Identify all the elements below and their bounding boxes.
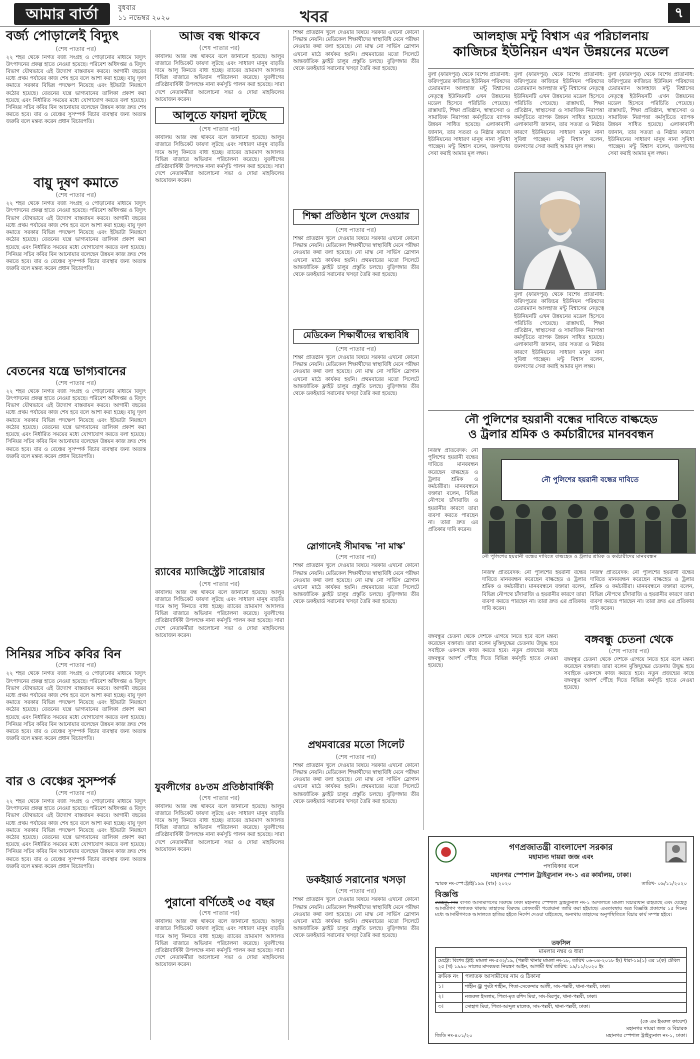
article-body: ২২ শহর থেকে নির্গত বর্জ্য সংগ্রহ ও পোড়ানোর মাধ্যমে বিদ্যুৎ উৎপাদনের প্রকল্প হাতে নেওয়া হয়েছে। পরিবেশ অধিদপ্তর ও বিদ্যুৎ বিভাগ যৌথভাবে এই উদ্যোগ বাস্তবায়ন করবে। আগামী বছরের মধ্যে প্রথম পর্যায়ের কাজ শেষ হবে বলে আশা করা হচ্ছে। বায়ু দূষণ কমাতে সরকার বিভিন্ন পদক্ষেপ নিয়েছে এবং ইটভাটা নিয়ন্ত্রণে কঠোর হয়েছে। বেতনের যন্ত্রে ভাগ্যবানের তালিকা প্রকাশ করা হয়েছে এবং নির্ধারিত সময়ের মধ্যে যোগাযোগ করতে বলা হয়েছে। সিনিয়র সচিব কবির বিন আনোয়ার বলেছেন উন্নয়ন কাজ দ্রুত শেষ করতে হবে। বার ও বেঞ্চের সুসম্পর্ক বিচার ব্যবস্থার জন্য অত্যন্ত জরুরি বলে মন্তব্য করেন প্রধান বিচারপতি। (6, 388, 146, 460)
headline-3: বেতনের যন্ত্রে ভাগ্যবানের (6, 364, 127, 379)
table-row (436, 993, 687, 1003)
article-body: নিজস্ব প্রতিবেদক: নৌ পুলিশের হয়রানী বন্ধের দাবিতে মানববন্ধন করেছেন বাল্কহেড ও ট্রলার শ্রমিক ও কর্মচারীরা। মানববন্ধনে বক্তারা বলেন, বিভিন্ন নৌপথে চাঁদাবাজি ও হয়রানীর কারণে তারা ব্যবসা করতে পারছেন না। তারা দ্রুত এর প্রতিকার দাবি করেন। (428, 448, 478, 534)
masthead-date (118, 3, 170, 23)
article-body: নিজস্ব প্রতিবেদক: নৌ পুলিশের হয়রানী বন্ধের দাবিতে মানববন্ধন করেছেন বাল্কহেড ও ট্রলার শ্রমিক ও কর্মচারীরা। মানববন্ধনে বক্তারা বলেন, বিভিন্ন নৌপথে চাঁদাবাজি ও হয়রানীর কারণে তারা ব্যবসা করতে পারছেন না। তারা দ্রুত এর প্রতিকার দাবি করেন। (590, 570, 694, 613)
story-block (564, 634, 694, 830)
date: ১১ নভেম্বর ২০২০ (118, 14, 170, 22)
headline-1-sub: (শেষ পাতার পর) (335, 226, 377, 234)
article-body: বঙ্গবন্ধুর চেতনা থেকে দেশকে এগিয়ে নিতে হবে বলে মন্তব্য করেছেন বক্তারা। তারা বলেন মুক্তিযুদ্ধের চেতনায় উদ্বুদ্ধ হয়ে সবাইকে একসঙ্গে কাজ করতে হবে। নতুন প্রজন্মের কাছে বঙ্গবন্ধুর আদর্শ পৌঁছে দিতে বিভিন্ন কর্মসূচি হাতে নেওয়া হয়েছে। (428, 634, 558, 669)
article-body: বুলা (ফরিদপুর) থেকে বিশেষ প্রতিনিধি: ফরিদপুরের কাজিচর ইউনিয়ন পরিষদের চেয়ারম্যান আলহাজ মন্টু বিশ্বাসের নেতৃত্বে ইউনিয়নটি এখন উন্নয়নের মডেল হিসেবে পরিচিতি পেয়েছে। রাস্তাঘাট, শিক্ষা প্রতিষ্ঠান, স্বাস্থ্যসেবা ও সামাজিক নিরাপত্তা কর্মসূচিতে ব্যাপক উন্নয়ন সাধিত হয়েছে। এলাকাবাসী জানান, তার সততা ও নিষ্ঠার কারণে ইউনিয়নের সাধারণ মানুষ নানা সুবিধা পাচ্ছেন। মন্টু বিশ্বাস বলেন, জনগণের সেবা করাই আমার মূল লক্ষ্য। (514, 72, 604, 151)
headline-3-sub: (শেষ পাতার পর) (199, 580, 240, 588)
government-notice (428, 836, 694, 1044)
headline-1-sub: (শেষ পাতার পর) (199, 44, 240, 52)
headline-5: ডকইয়ার্ড সরানোর খসড়া (306, 874, 406, 886)
newspaper-logo: আমার বার্তা (14, 3, 110, 25)
section-name: খবর (300, 7, 329, 26)
feature-headline-1: আলহাজ মন্টু বিশ্বাস এর পরিচালনায় (473, 29, 649, 43)
headline-box (293, 209, 419, 225)
masthead (0, 0, 700, 27)
row-serial: ২। (436, 993, 463, 1003)
headline-2-sub: (শেষ পাতার পর) (55, 192, 97, 200)
headline-5: বার ও বেঞ্চের সুসম্পর্ক (6, 774, 116, 789)
banner-headline-1: নৌ পুলিশের হয়রানী বন্ধের দাবিতে বাল্কহেড (464, 413, 658, 426)
article-body: ২২ শহর থেকে নির্গত বর্জ্য সংগ্রহ ও পোড়ানোর মাধ্যমে বিদ্যুৎ উৎপাদনের প্রকল্প হাতে নেওয়া হয়েছে। পরিবেশ অধিদপ্তর ও বিদ্যুৎ বিভাগ যৌথভাবে এই উদ্যোগ বাস্তবায়ন করবে। আগামী বছরের মধ্যে প্রথম পর্যায়ের কাজ শেষ হবে বলে আশা করা হচ্ছে। বায়ু দূষণ কমাতে সরকার বিভিন্ন পদক্ষেপ নিয়েছে এবং ইটভাটা নিয়ন্ত্রণে কঠোর হয়েছে। বেতনের যন্ত্রে ভাগ্যবানের তালিকা প্রকাশ করা হয়েছে এবং নির্ধারিত সময়ের মধ্যে যোগাযোগ করতে বলা হয়েছে। সিনিয়র সচিব কবির বিন আনোয়ার বলেছেন উন্নয়ন কাজ দ্রুত শেষ করতে হবে। বার ও বেঞ্চের সুসম্পর্ক বিচার ব্যবস্থার জন্য অত্যন্ত জরুরি বলে মন্তব্য করেন প্রধান বিচারপতি। (6, 201, 146, 273)
headline-box (293, 329, 419, 344)
headline-box (155, 107, 284, 125)
article-body: নিজস্ব প্রতিবেদক: নৌ পুলিশের হয়রানী বন্ধের দাবিতে মানববন্ধন করেছেন বাল্কহেড ও ট্রলার শ্রমিক ও কর্মচারীরা। মানববন্ধনে বক্তারা বলেন, বিভিন্ন নৌপথে চাঁদাবাজি ও হয়রানীর কারণে তারা ব্যবসা করতে পারছেন না। তারা দ্রুত এর প্রতিকার দাবি করেন। (482, 570, 586, 613)
portrait-photo (514, 172, 606, 290)
headline-4: প্রথমবারের মতো সিলেট (307, 740, 405, 752)
case-details: মেট্রো: বিশেষ ট্রাই: মামলা নং-৫৩২/১৯, (পল্লবী থানার মামলা নং-১৮, তারিখ ০৬-০৪-২০১৮ ইং) ধারা-১৯(১) এর ১(ক) টেবিল ২৫ (খ) ১৯৯০ সালের মাদকদ্রব্য নিয়ন্ত্রণ আইন, আগামী ধার্য তারিখ: ১৯/১১/২০২০ ইং (436, 958, 687, 973)
headline-3-sub: (শেষ পাতার পর) (335, 554, 377, 562)
weekday: বুধবার (118, 4, 136, 12)
banner-sign (501, 459, 679, 501)
article-body: ২২ শহর থেকে নির্গত বর্জ্য সংগ্রহ ও পোড়ানোর মাধ্যমে বিদ্যুৎ উৎপাদনের প্রকল্প হাতে নেওয়া হয়েছে। পরিবেশ অধিদপ্তর ও বিদ্যুৎ বিভাগ যৌথভাবে এই উদ্যোগ বাস্তবায়ন করবে। আগামী বছরের মধ্যে প্রথম পর্যায়ের কাজ শেষ হবে বলে আশা করা হচ্ছে। বায়ু দূষণ কমাতে সরকার বিভিন্ন পদক্ষেপ নিয়েছে এবং ইটভাটা নিয়ন্ত্রণে কঠোর হয়েছে। বেতনের যন্ত্রে ভাগ্যবানের তালিকা প্রকাশ করা হয়েছে এবং নির্ধারিত সময়ের মধ্যে যোগাযোগ করতে বলা হয়েছে। সিনিয়র সচিব কবির বিন আনোয়ার বলেছেন উন্নয়ন কাজ দ্রুত শেষ করতে হবে। বার ও বেঞ্চের সুসম্পর্ক বিচার ব্যবস্থার জন্য অত্যন্ত জরুরি বলে মন্তব্য করেন প্রধান বিচারপতি। (6, 799, 146, 870)
column-2 (155, 30, 284, 1045)
headline-5-sub: (শেষ পাতার পর) (55, 790, 97, 798)
notice-title: গণপ্রজাতন্ত্রী বাংলাদেশ সরকার (509, 843, 613, 853)
headline-2-sub: (শেষ পাতার পর) (335, 345, 377, 353)
article-body: বুলা (ফরিদপুর) থেকে বিশেষ প্রতিনিধি: ফরিদপুরের কাজিচর ইউনিয়ন পরিষদের চেয়ারম্যান আলহাজ মন্টু বিশ্বাসের নেতৃত্বে ইউনিয়নটি এখন উন্নয়নের মডেল হিসেবে পরিচিতি পেয়েছে। রাস্তাঘাট, শিক্ষা প্রতিষ্ঠান, স্বাস্থ্যসেবা ও সামাজিক নিরাপত্তা কর্মসূচিতে ব্যাপক উন্নয়ন সাধিত হয়েছে। এলাকাবাসী জানান, তার সততা ও নিষ্ঠার কারণে ইউনিয়নের সাধারণ মানুষ নানা সুবিধা পাচ্ছেন। মন্টু বিশ্বাস বলেন, জনগণের সেবা করাই আমার মূল লক্ষ্য। (514, 292, 604, 371)
memo-number: স্মারক নং-স্পে:ট্রাই/১৯৯ (বাঃ) ২০২০ (435, 881, 512, 887)
case-heading: মামলার নম্বর ও ধারা (436, 948, 687, 958)
article-body: শিক্ষা প্রতিষ্ঠান খুলে দেওয়ার বিষয়ে সরকার এখনো কোনো সিদ্ধান্ত নেয়নি। মেডিকেল শিক্ষার্থীদের স্বাস্থ্যবিধি মেনে পরীক্ষা নেওয়ার কথা বলা হয়েছে। নো মাস্ক নো সার্ভিস স্লোগান এখনো মাঠে কার্যকর হয়নি। প্রথমবারের মতো সিলেটে আন্তর্জাতিক ফ্লাইট চালুর প্রস্তুতি চলছে। বুড়িগঙ্গার তীর থেকে ডকইয়ার্ড সরানোর খসড়া তৈরি করা হয়েছে। (293, 563, 419, 606)
article-body: কার্যালয় আজ বন্ধ থাকবে বলে জানানো হয়েছে। আলুর বাজারে সিন্ডিকেট ফায়দা লুটছে এবং সাধারণ মানুষ বাড়তি দামে আলু কিনতে বাধ্য হচ্ছে। র‍্যাবের ভ্রাম্যমাণ আদালত বিভিন্ন বাজারে অভিযান পরিচালনা করেছে। যুবলীগের প্রতিষ্ঠাবার্ষিকী উপলক্ষে নানা কর্মসূচি পালন করা হয়েছে। সারা দেশে নেতাকর্মীরা আলোচনা সভা ও দোয়া মাহফিলের আয়োজন করেন। (155, 803, 284, 853)
feature-story (428, 30, 694, 408)
notice-line-3: পদাধিকার বলে (543, 863, 579, 870)
headline-2: বায়ু দূষণ কমাতে (33, 175, 119, 191)
headline-3-sub: (শেষ পাতার পর) (55, 379, 97, 387)
headline-5-sub: (শেষ পাতার পর) (199, 910, 240, 918)
row-serial: ১। (436, 983, 463, 993)
headline-3: স্লোগানেই সীমাবদ্ধ 'না মাস্ক' (306, 541, 406, 552)
table-row (436, 1003, 687, 1013)
headline-5: পুরানো বর্ণিতেই ৩৫ বছর (164, 895, 275, 909)
headline-4-sub: (শেষ পাতার পর) (55, 662, 97, 670)
headline-5-sub: (শেষ পাতার পর) (335, 888, 377, 896)
headline-1: বর্জ্য পোড়ালেই বিদ্যুৎ (6, 29, 119, 44)
notice-body: যেহেতু, নিম্ন বর্ণিত আসামীগণের বিরুদ্ধে ঢাকা মহানগর স্পেশাল ট্রাইব্যুনাল নং-১ আদালতে মামলা বিচারাধীন রহিয়াছে এবং যেহেতু আসামীগণ পলাতক থাকায় তাহাদের বিরুদ্ধে গ্রেফতারী পরোয়ানা জারি করা হইয়াছে। এমতাবস্থায় অত্র বিজ্ঞপ্তি প্রকাশের ১৫ দিনের মধ্যে আসামীগণকে আদালতে হাজির হইতে নির্দেশ দেওয়া যাইতেছে, অন্যথায় তাহাদের অনুপস্থিতিতে বিচার কার্য সম্পন্ন হইবে। (435, 901, 687, 919)
article-body: শিক্ষা প্রতিষ্ঠান খুলে দেওয়ার বিষয়ে সরকার এখনো কোনো সিদ্ধান্ত নেয়নি। মেডিকেল শিক্ষার্থীদের স্বাস্থ্যবিধি মেনে পরীক্ষা নেওয়ার কথা বলা হয়েছে। নো মাস্ক নো সার্ভিস স্লোগান এখনো মাঠে কার্যকর হয়নি। প্রথমবারের মতো সিলেটে আন্তর্জাতিক ফ্লাইট চালুর প্রস্তুতি চলছে। বুড়িগঙ্গার তীর থেকে ডকইয়ার্ড সরানোর খসড়া তৈরি করা হয়েছে। (293, 762, 419, 805)
headline-4-sub: (শেষ পাতার পর) (335, 753, 377, 761)
government-seal-icon (435, 841, 457, 863)
headline-2: মেডিকেল শিক্ষার্থীদের স্বাস্থ্যবিধি (303, 330, 409, 341)
person-icon (515, 173, 605, 289)
banner-headline-2: ও ট্রলার শ্রমিক ও কর্মচারীদের মানববন্ধন (468, 426, 654, 441)
feature-headline-2: কাজিচর ইউনিয়ন এখন উন্নয়নের মডেল (453, 43, 669, 60)
crowd-icon (483, 499, 695, 553)
rally-photo (482, 448, 696, 554)
headline-4: সিনিয়র সচিব কবির বিন (6, 646, 122, 661)
column-3 (293, 30, 419, 1045)
article-body: ২২ শহর থেকে নির্গত বর্জ্য সংগ্রহ ও পোড়ানোর মাধ্যমে বিদ্যুৎ উৎপাদনের প্রকল্প হাতে নেওয়া হয়েছে। পরিবেশ অধিদপ্তর ও বিদ্যুৎ বিভাগ যৌথভাবে এই উদ্যোগ বাস্তবায়ন করবে। আগামী বছরের মধ্যে প্রথম পর্যায়ের কাজ শেষ হবে বলে আশা করা হচ্ছে। বায়ু দূষণ কমাতে সরকার বিভিন্ন পদক্ষেপ নিয়েছে এবং ইটভাটা নিয়ন্ত্রণে কঠোর হয়েছে। বেতনের যন্ত্রে ভাগ্যবানের তালিকা প্রকাশ করা হয়েছে এবং নির্ধারিত সময়ের মধ্যে যোগাযোগ করতে বলা হয়েছে। সিনিয়র সচিব কবির বিন আনোয়ার বলেছেন উন্নয়ন কাজ দ্রুত শেষ করতে হবে। বার ও বেঞ্চের সুসম্পর্ক বিচার ব্যবস্থার জন্য অত্যন্ত জরুরি বলে মন্তব্য করেন প্রধান বিচারপতি। (6, 671, 146, 743)
headline-1: বঙ্গবন্ধু চেতনা থেকে (584, 633, 674, 646)
footer-right: মহানগর স্পেশাল ট্রাইব্যুনাল নং-১, ঢাকা। (606, 1033, 687, 1039)
row-text: শাহীন @ পুংটা শাহীন, পিতা-সেকেন্দার আলী, সাং-পল্লবী, থানা-পল্লবী, ঢাকা। (463, 983, 687, 993)
article-body: কার্যালয় আজ বন্ধ থাকবে বলে জানানো হয়েছে। আলুর বাজারে সিন্ডিকেট ফায়দা লুটছে এবং সাধারণ মানুষ বাড়তি দামে আলু কিনতে বাধ্য হচ্ছে। র‍্যাবের ভ্রাম্যমাণ আদালত বিভিন্ন বাজারে অভিযান পরিচালনা করেছে। যুবলীগের প্রতিষ্ঠাবার্ষিকী উপলক্ষে নানা কর্মসূচি পালন করা হয়েছে। সারা দেশে নেতাকর্মীরা আলোচনা সভা ও দোয়া মাহফিলের আয়োজন করেন। (155, 919, 284, 969)
table-row (436, 983, 687, 993)
footer-left: জিডি নং-৪০১/২০ (435, 1033, 473, 1039)
row-text: সোহাগ মিয়া, পিতা-আব্দুল মালেক, সাং-পল্লবী, থানা-পল্লবী, ঢাকা। (463, 1003, 687, 1013)
notice-heading: বিজ্ঞপ্তি (435, 889, 458, 903)
portrait-icon (665, 841, 687, 863)
page-number: ৭ (668, 3, 690, 23)
headline-2: আলুতে ফায়দা লুটছে (172, 108, 267, 122)
headline-1: শিক্ষা প্রতিষ্ঠান খুলে দেওয়ার (302, 211, 410, 222)
article-body: ২২ শহর থেকে নির্গত বর্জ্য সংগ্রহ ও পোড়ানোর মাধ্যমে বিদ্যুৎ উৎপাদনের প্রকল্প হাতে নেওয়া হয়েছে। পরিবেশ অধিদপ্তর ও বিদ্যুৎ বিভাগ যৌথভাবে এই উদ্যোগ বাস্তবায়ন করবে। আগামী বছরের মধ্যে প্রথম পর্যায়ের কাজ শেষ হবে বলে আশা করা হচ্ছে। বায়ু দূষণ কমাতে সরকার বিভিন্ন পদক্ষেপ নিয়েছে এবং ইটভাটা নিয়ন্ত্রণে কঠোর হয়েছে। বেতনের যন্ত্রে ভাগ্যবানের তালিকা প্রকাশ করা হয়েছে এবং নির্ধারিত সময়ের মধ্যে যোগাযোগ করতে বলা হয়েছে। সিনিয়র সচিব কবির বিন আনোয়ার বলেছেন উন্নয়ন কাজ দ্রুত শেষ করতে হবে। বার ও বেঞ্চের সুসম্পর্ক বিচার ব্যবস্থার জন্য অত্যন্ত জরুরি বলে মন্তব্য করেন প্রধান বিচারপতি। (6, 54, 146, 126)
article-body: বুলা (ফরিদপুর) থেকে বিশেষ প্রতিনিধি: ফরিদপুরের কাজিচর ইউনিয়ন পরিষদের চেয়ারম্যান আলহাজ মন্টু বিশ্বাসের নেতৃত্বে ইউনিয়নটি এখন উন্নয়নের মডেল হিসেবে পরিচিতি পেয়েছে। রাস্তাঘাট, শিক্ষা প্রতিষ্ঠান, স্বাস্থ্যসেবা ও সামাজিক নিরাপত্তা কর্মসূচিতে ব্যাপক উন্নয়ন সাধিত হয়েছে। এলাকাবাসী জানান, তার সততা ও নিষ্ঠার কারণে ইউনিয়নের সাধারণ মানুষ নানা সুবিধা পাচ্ছেন। মন্টু বিশ্বাস বলেন, জনগণের সেবা করাই আমার মূল লক্ষ্য। (428, 72, 510, 158)
row-text: নজরুল ইসলাম, পিতা-মৃত রশিদ মিয়া, সাং-মিরপুর, থানা-পল্লবী, ঢাকা। (463, 993, 687, 1003)
article-body: শিক্ষা প্রতিষ্ঠান খুলে দেওয়ার বিষয়ে সরকার এখনো কোনো সিদ্ধান্ত নেয়নি। মেডিকেল শিক্ষার্থীদের স্বাস্থ্যবিধি মেনে পরীক্ষা নেওয়ার কথা বলা হয়েছে। নো মাস্ক নো সার্ভিস স্লোগান এখনো মাঠে কার্যকর হয়নি। প্রথমবারের মতো সিলেটে আন্তর্জাতিক ফ্লাইট চালুর প্রস্তুতি চলছে। বুড়িগঙ্গার তীর থেকে ডকইয়ার্ড সরানোর খসড়া তৈরি করা হয়েছে। (293, 30, 419, 73)
article-body: বঙ্গবন্ধুর চেতনা থেকে দেশকে এগিয়ে নিতে হবে বলে মন্তব্য করেছেন বক্তারা। তারা বলেন মুক্তিযুদ্ধের চেতনায় উদ্বুদ্ধ হয়ে সবাইকে একসঙ্গে কাজ করতে হবে। নতুন প্রজন্মের কাছে বঙ্গবন্ধুর আদর্শ পৌঁছে দিতে বিভিন্ন কর্মসূচি হাতে নেওয়া হয়েছে। (564, 656, 694, 692)
banner-sign-text: নৌ পুলিশের হয়রানী বন্ধের দাবিতে (541, 476, 639, 484)
table-caption: তফসিল (551, 940, 571, 947)
signature-name: (কে এম ইমরুল কায়েশ) (640, 1019, 687, 1025)
article-body: কার্যালয় আজ বন্ধ থাকবে বলে জানানো হয়েছে। আলুর বাজারে সিন্ডিকেট ফায়দা লুটছে এবং সাধারণ মানুষ বাড়তি দামে আলু কিনতে বাধ্য হচ্ছে। র‍্যাবের ভ্রাম্যমাণ আদালত বিভিন্ন বাজারে অভিযান পরিচালনা করেছে। যুবলীগের প্রতিষ্ঠাবার্ষিকী উপলক্ষে নানা কর্মসূচি পালন করা হয়েছে। সারা দেশে নেতাকর্মীরা আলোচনা সভা ও দোয়া মাহফিলের আয়োজন করেন। (155, 589, 284, 639)
photo-caption: নৌ পুলিশের হয়রানী বন্ধের দাবিতে বাল্কহেড ও ট্রলার শ্রমিক ও কর্মচারীদের মানববন্ধন (482, 554, 657, 560)
article-body: শিক্ষা প্রতিষ্ঠান খুলে দেওয়ার বিষয়ে সরকার এখনো কোনো সিদ্ধান্ত নেয়নি। মেডিকেল শিক্ষার্থীদের স্বাস্থ্যবিধি মেনে পরীক্ষা নেওয়ার কথা বলা হয়েছে। নো মাস্ক নো সার্ভিস স্লোগান এখনো মাঠে কার্যকর হয়নি। প্রথমবারের মতো সিলেটে আন্তর্জাতিক ফ্লাইট চালুর প্রস্তুতি চলছে। বুড়িগঙ্গার তীর থেকে ডকইয়ার্ড সরানোর খসড়া তৈরি করা হয়েছে। (293, 235, 419, 278)
notice-line-4: মহানগর স্পেশাল ট্রাইব্যুনাল নং-১ এর কার্যালয়, ঢাকা। (490, 871, 632, 879)
headline-1: আজ বন্ধ থাকবে (179, 29, 260, 43)
headline-1-sub: (শেষ পাতার পর) (608, 647, 650, 655)
headline-2-sub: (শেষ পাতার পর) (199, 126, 240, 134)
column-4 (428, 634, 694, 830)
notice-table (435, 947, 687, 1013)
article-body: শিক্ষা প্রতিষ্ঠান খুলে দেওয়ার বিষয়ে সরকার এখনো কোনো সিদ্ধান্ত নেয়নি। মেডিকেল শিক্ষার্থীদের স্বাস্থ্যবিধি মেনে পরীক্ষা নেওয়ার কথা বলা হয়েছে। নো মাস্ক নো সার্ভিস স্লোগান এখনো মাঠে কার্যকর হয়নি। প্রথমবারের মতো সিলেটে আন্তর্জাতিক ফ্লাইট চালুর প্রস্তুতি চলছে। বুড়িগঙ্গার তীর থেকে ডকইয়ার্ড সরানোর খসড়া তৈরি করা হয়েছে। (293, 897, 419, 940)
memo-date: তারিখ- ০৯/১১/২০২০ (641, 881, 687, 887)
row-serial: ৩। (436, 1003, 463, 1013)
headline-4-sub: (শেষ পাতার পর) (199, 794, 240, 802)
article-body: শিক্ষা প্রতিষ্ঠান খুলে দেওয়ার বিষয়ে সরকার এখনো কোনো সিদ্ধান্ত নেয়নি। মেডিকেল শিক্ষার্থীদের স্বাস্থ্যবিধি মেনে পরীক্ষা নেওয়ার কথা বলা হয়েছে। নো মাস্ক নো সার্ভিস স্লোগান এখনো মাঠে কার্যকর হয়নি। প্রথমবারের মতো সিলেটে আন্তর্জাতিক ফ্লাইট চালুর প্রস্তুতি চলছে। বুড়িগঙ্গার তীর থেকে ডকইয়ার্ড সরানোর খসড়া তৈরি করা হয়েছে। (293, 354, 419, 397)
notice-line-2: মহামান্য দায়রা জজ এবং (528, 853, 594, 861)
banner-story (428, 414, 694, 630)
article-body: কার্যালয় আজ বন্ধ থাকবে বলে জানানো হয়েছে। আলুর বাজারে সিন্ডিকেট ফায়দা লুটছে এবং সাধারণ মানুষ বাড়তি দামে আলু কিনতে বাধ্য হচ্ছে। র‍্যাবের ভ্রাম্যমাণ আদালত বিভিন্ন বাজারে অভিযান পরিচালনা করেছে। যুবলীগের প্রতিষ্ঠাবার্ষিকী উপলক্ষে নানা কর্মসূচি পালন করা হয়েছে। সারা দেশে নেতাকর্মীরা আলোচনা সভা ও দোয়া মাহফিলের আয়োজন করেন। (155, 135, 284, 185)
column-1 (6, 30, 146, 1045)
headline-4: যুবলীগের ৪৮তম প্রতিষ্ঠাবার্ষিকী (155, 781, 274, 793)
article-body: কার্যালয় আজ বন্ধ থাকবে বলে জানানো হয়েছে। আলুর বাজারে সিন্ডিকেট ফায়দা লুটছে এবং সাধারণ মানুষ বাড়তি দামে আলু কিনতে বাধ্য হচ্ছে। র‍্যাবের ভ্রাম্যমাণ আদালত বিভিন্ন বাজারে অভিযান পরিচালনা করেছে। যুবলীগের প্রতিষ্ঠাবার্ষিকী উপলক্ষে নানা কর্মসূচি পালন করা হয়েছে। সারা দেশে নেতাকর্মীরা আলোচনা সভা ও দোয়া মাহফিলের আয়োজন করেন। (155, 53, 284, 103)
col-name-head: পলাতক আসামীদের নাম ও ঠিকানা (463, 973, 687, 983)
headline-1-sub: (শেষ পাতার পর) (55, 45, 97, 53)
signature-title: মহানগর দায়রা জজ ও বিচারক (626, 1026, 687, 1032)
headline-3: র‍্যাবের ম্যাজিস্ট্রেট সারোয়ার (155, 567, 265, 579)
article-body: বুলা (ফরিদপুর) থেকে বিশেষ প্রতিনিধি: ফরিদপুরের কাজিচর ইউনিয়ন পরিষদের চেয়ারম্যান আলহাজ মন্টু বিশ্বাসের নেতৃত্বে ইউনিয়নটি এখন উন্নয়নের মডেল হিসেবে পরিচিতি পেয়েছে। রাস্তাঘাট, শিক্ষা প্রতিষ্ঠান, স্বাস্থ্যসেবা ও সামাজিক নিরাপত্তা কর্মসূচিতে ব্যাপক উন্নয়ন সাধিত হয়েছে। এলাকাবাসী জানান, তার সততা ও নিষ্ঠার কারণে ইউনিয়নের সাধারণ মানুষ নানা সুবিধা পাচ্ছেন। মন্টু বিশ্বাস বলেন, জনগণের সেবা করাই আমার মূল লক্ষ্য। (608, 72, 694, 158)
col-serial-head: ক্রমিক নং (436, 973, 463, 983)
